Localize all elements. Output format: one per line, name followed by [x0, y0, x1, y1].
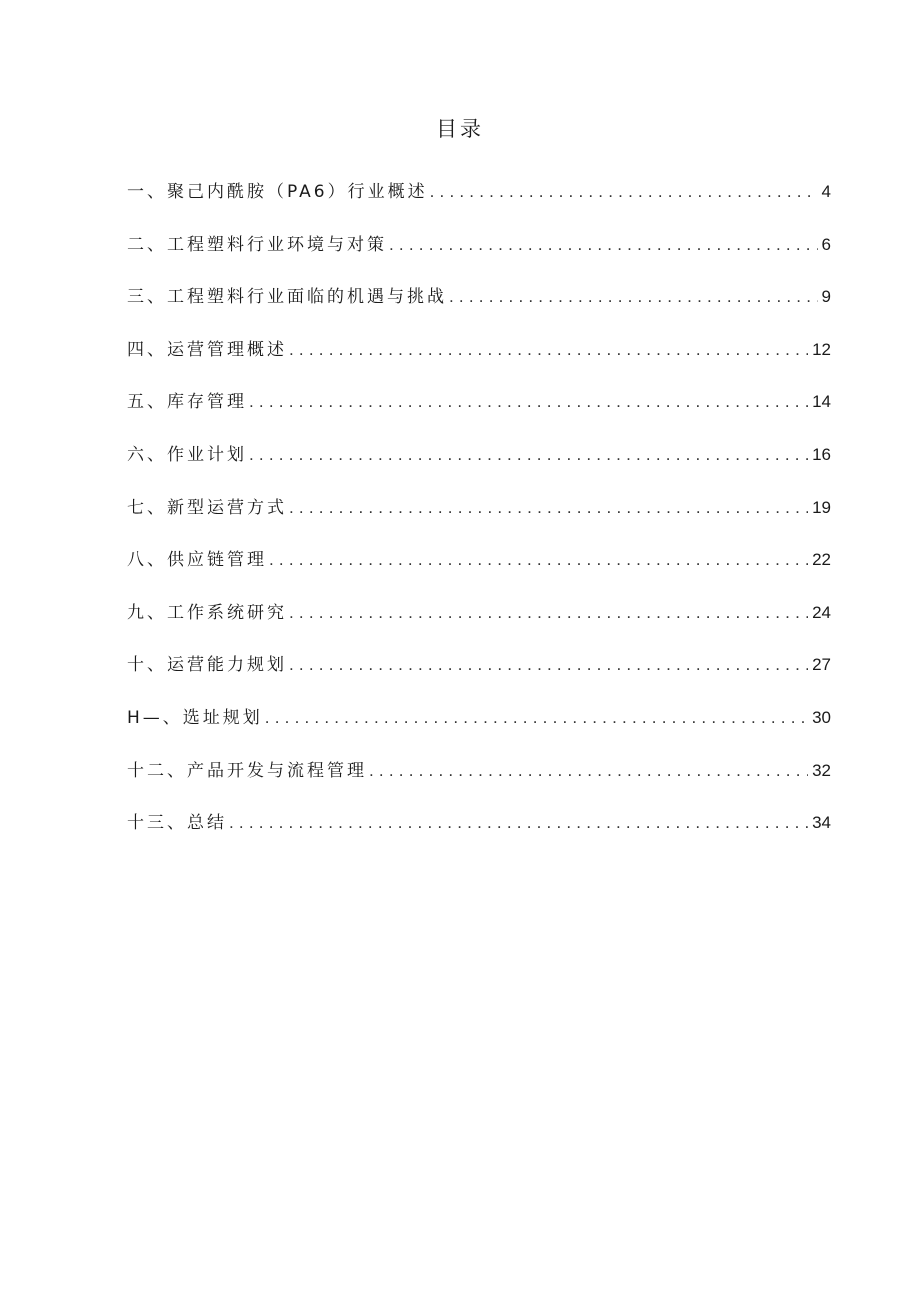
toc-entry[interactable]: [127, 177, 831, 230]
toc-entry[interactable]: [127, 808, 831, 861]
toc-entry-label: 七、新型运营方式: [127, 497, 287, 518]
toc-entry-label: 九、工作系统研究: [127, 602, 287, 623]
toc-entry-page: 30: [812, 707, 831, 727]
toc-entry[interactable]: [127, 230, 831, 283]
toc-entry-label: 八、供应链管理: [127, 550, 267, 571]
toc-dot-leader: [430, 177, 818, 207]
toc-list: [127, 177, 831, 861]
toc-entry-page: 32: [812, 760, 831, 780]
toc-dot-leader: [389, 230, 818, 260]
toc-entry-label: 一、聚己内酰胺（PA6）行业概述: [127, 182, 428, 202]
toc-entry-page: 24: [812, 602, 831, 622]
toc-entry-page: 4: [821, 182, 831, 201]
toc-entry-page: 9: [821, 287, 831, 307]
toc-title: 目录: [436, 117, 484, 141]
toc-dot-leader: [369, 756, 808, 786]
toc-entry[interactable]: [127, 387, 831, 440]
toc-dot-leader: [269, 545, 808, 575]
toc-entry-page: 12: [812, 339, 831, 359]
toc-entry-label: H—、选址规划: [127, 707, 263, 728]
toc-entry-label: 十二、产品开发与流程管理: [127, 760, 367, 781]
toc-dot-leader: [289, 335, 808, 365]
toc-entry-page: 16: [812, 444, 831, 464]
toc-dot-leader: [289, 493, 808, 523]
toc-entry-page: 6: [821, 234, 831, 254]
toc-dot-leader: [249, 440, 808, 470]
toc-entry-label: 五、库存管理: [127, 392, 247, 413]
toc-entry[interactable]: [127, 650, 831, 703]
toc-entry[interactable]: [127, 545, 831, 598]
toc-dot-leader: [289, 598, 808, 628]
toc-entry-label: 四、运营管理概述: [127, 339, 287, 360]
toc-entry-page: 34: [812, 813, 831, 833]
toc-entry[interactable]: [127, 756, 831, 809]
toc-entry-page: 27: [812, 655, 831, 675]
toc-dot-leader: [229, 808, 808, 838]
toc-entry[interactable]: [127, 703, 831, 756]
toc-entry-label: 二、工程塑料行业环境与对策: [127, 234, 387, 255]
toc-entry[interactable]: [127, 335, 831, 388]
toc-dot-leader: [449, 282, 818, 312]
toc-entry-label: 十三、总结: [127, 813, 227, 834]
toc-dot-leader: [289, 650, 808, 680]
toc-entry[interactable]: [127, 440, 831, 493]
toc-entry-label: 十、运营能力规划: [127, 655, 287, 676]
toc-entry[interactable]: [127, 282, 831, 335]
toc-entry-label: 三、工程塑料行业面临的机遇与挑战: [127, 287, 447, 308]
toc-entry-page: 22: [812, 550, 831, 570]
toc-entry[interactable]: [127, 493, 831, 546]
toc-entry-page: 14: [812, 392, 831, 412]
toc-entry-label: 六、作业计划: [127, 444, 247, 465]
toc-dot-leader: [249, 387, 808, 417]
toc-dot-leader: [265, 703, 808, 733]
toc-entry-page: 19: [812, 497, 831, 517]
toc-entry[interactable]: [127, 598, 831, 651]
